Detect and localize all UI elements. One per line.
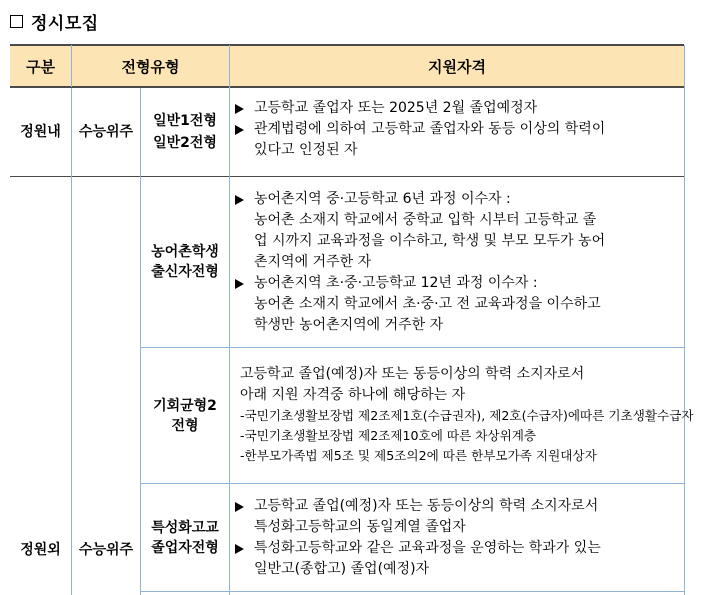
bullet-arrow-icon	[235, 195, 244, 205]
qual-text: 고등학교 졸업자 또는 2025년 2월 졸업예정자	[254, 100, 538, 116]
bullet-arrow-icon	[235, 104, 244, 114]
bullet-arrow-icon	[235, 544, 244, 554]
qual-text: 학생만 농어촌지역에 거주한 자	[254, 317, 444, 333]
header-qualification: 지원자격	[428, 57, 486, 76]
row1-bottom-rule	[10, 176, 684, 177]
qual-text: 특성화고등학교의 동일계열 졸업자	[254, 519, 466, 535]
qual-text: 아래 지원 자격중 하나에 해당하는 자	[240, 387, 466, 403]
col-rule-right	[684, 45, 685, 595]
qual-text: 있다고 인정된 자	[254, 142, 358, 158]
qual-text: 고등학교 졸업(예정)자 또는 동등이상의 학력 소지자로서	[254, 498, 599, 514]
header-category: 구분	[26, 57, 55, 76]
type-line: 졸업자전형	[151, 539, 219, 556]
row-category-quota-out: 정원외	[20, 542, 61, 558]
type-general-2: 일반2전형	[153, 135, 217, 151]
type-general-1: 일반1전형	[153, 113, 217, 129]
checkbox-square-icon	[10, 15, 23, 28]
type-line: 출신자전형	[151, 264, 219, 280]
bullet-arrow-icon	[235, 502, 244, 512]
col-rule-3	[229, 45, 230, 595]
row-track-quota-in: 수능위주	[78, 124, 134, 140]
type-line: 기회균형2	[153, 397, 217, 414]
qual-text: 특성화고등학교와 같은 교육과정을 운영하는 학과가 있는	[254, 540, 601, 556]
qual-text: 촌지역에 거주한 자	[254, 254, 372, 270]
qual-text: 농어촌지역 초·중·고등학교 12년 과정 이수자 :	[254, 275, 538, 291]
qual-item: -국민기초생활보장법 제2조제1호(수급권자), 제2호(수급자)에따른 기초생활수급자	[240, 408, 694, 423]
section-title: 정시모집	[31, 13, 99, 34]
type-specialized-high-school	[141, 484, 229, 591]
subrow3-bottom-rule	[140, 591, 684, 592]
qual-item: -한부모가족법 제5조 및 제5조의2에 따른 한부모가족 지원대상자	[240, 448, 597, 463]
type-line: 농어촌학생	[151, 244, 219, 260]
qual-text: 관계법령에 의하여 고등학교 졸업자와 동등 이상의 학력이	[254, 121, 606, 137]
qual-text: 농어촌지역 중·고등학교 6년 과정 이수자 :	[254, 191, 511, 207]
qual-item: -국민기초생활보장법 제2조제10호에 따른 차상위계층	[240, 428, 537, 443]
qual-text: 일반고(종합고) 졸업(예정)자	[254, 561, 430, 577]
qual-text: 농어촌 소재지 학교에서 중학교 입학 시부터 고등학교 졸	[254, 212, 597, 228]
type-rural-students	[141, 177, 229, 347]
qual-text: 농어촌 소재지 학교에서 초·중·고 전 교육과정을 이수하고	[254, 296, 601, 312]
header-type: 전형유형	[121, 57, 180, 76]
qual-text: 업 시까지 교육과정을 이수하고, 학생 및 부모 모두가 농어	[254, 233, 606, 249]
bullet-arrow-icon	[235, 279, 244, 289]
section-heading	[10, 8, 99, 34]
row-track-quota-out: 수능위주	[78, 542, 134, 558]
type-line: 전형	[171, 417, 199, 434]
type-opportunity-balance-2	[141, 348, 229, 483]
qual-text: 고등학교 졸업(예정)자 또는 동등이상의 학력 소지자로서	[240, 366, 585, 382]
row-types-quota-in	[141, 88, 229, 176]
type-line: 특성화고교	[151, 519, 219, 536]
row-category-quota-in: 정원내	[20, 124, 61, 140]
bullet-arrow-icon	[235, 125, 244, 135]
